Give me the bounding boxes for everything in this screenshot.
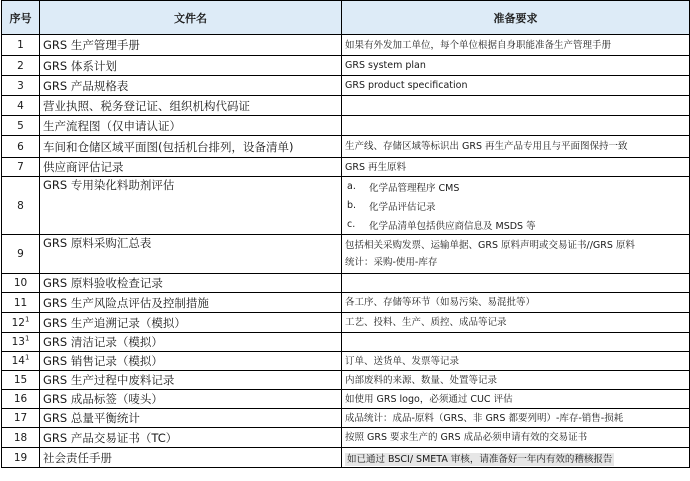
- footnote-marker: 1: [24, 315, 30, 323]
- row-number: [2, 371, 40, 390]
- requirement-line: 成品统计：成品-原料（GRS、非 GRS 都要列明）-库存-销售-损耗: [345, 412, 624, 424]
- table-body: [2, 35, 690, 468]
- subitem-text: 化学品管理程序 CMS: [369, 182, 460, 194]
- file-name: GRS 原料采购汇总表: [40, 235, 342, 274]
- row-number: [2, 390, 40, 409]
- row-number-text: 19: [13, 451, 28, 464]
- row-number-text: 4: [17, 99, 24, 112]
- row-number: [2, 428, 40, 448]
- table-row: [2, 352, 690, 371]
- file-name: GRS 总量平衡统计: [40, 409, 342, 428]
- table-row: [2, 177, 690, 235]
- requirement-line: 如果有外发加工单位，每个单位根据自身职能准备生产管理手册: [345, 39, 612, 51]
- table-row: [2, 158, 690, 177]
- row-number-text: 18: [13, 431, 28, 444]
- row-number: [2, 352, 40, 371]
- requirement-line: 工艺、投料、生产、质控、成品等记录: [345, 317, 507, 328]
- file-name: GRS 生产管理手册: [40, 35, 342, 56]
- file-name: 供应商评估记录: [40, 158, 342, 177]
- subitem-marker: a.: [347, 181, 356, 192]
- file-name: 社会责任手册: [40, 448, 342, 468]
- requirement-line: 包括相关采购发票、运输单据、GRS 原料声明或交易证书//GRS 原料: [345, 240, 635, 251]
- subitem-marker: c.: [347, 219, 356, 230]
- requirement: [342, 313, 690, 333]
- row-number: [2, 177, 40, 235]
- file-name: 生产流程图（仅申请认证）: [40, 116, 342, 136]
- header-row: [2, 1, 690, 35]
- requirement: [342, 177, 690, 235]
- requirement: [342, 293, 690, 313]
- row-number-text: 16: [13, 393, 28, 405]
- table-row: [2, 56, 690, 76]
- row-number: [2, 35, 40, 56]
- requirement: [342, 371, 690, 390]
- table-row: [2, 409, 690, 428]
- file-name: 车间和仓储区域平面图(包括机台排列，设备清单): [40, 136, 342, 158]
- row-number-text: 17: [13, 412, 28, 424]
- header-file-name: 文件名: [40, 1, 342, 35]
- row-number-text: 5: [17, 119, 24, 132]
- requirement: [342, 158, 690, 177]
- file-name: GRS 产品交易证书（TC）: [40, 428, 342, 448]
- row-number-text: 6: [17, 140, 24, 153]
- file-name: GRS 生产风险点评估及控制措施: [40, 293, 342, 313]
- requirement: [342, 35, 690, 56]
- table-row: [2, 371, 690, 390]
- subitem-marker: b.: [347, 200, 357, 211]
- requirement-subitem: [345, 196, 686, 215]
- table-row: [2, 274, 690, 293]
- row-number: [2, 274, 40, 293]
- requirement: [342, 428, 690, 448]
- table-row: [2, 35, 690, 56]
- row-number: [2, 235, 40, 274]
- requirement: [342, 96, 690, 116]
- requirement: [342, 116, 690, 136]
- footnote-marker: 1: [24, 334, 30, 343]
- row-number-text: 2: [17, 59, 24, 72]
- table-row: [2, 136, 690, 158]
- header-no: 序号: [2, 1, 40, 35]
- table-row: [2, 293, 690, 313]
- requirement-line: 各工序、存储等环节（如易污染、易混批等）: [345, 297, 536, 308]
- subitem-text: 化学品清单包括供应商信息及 MSDS 等: [369, 220, 536, 232]
- requirement-line: 内部废料的来源、数量、处置等记录: [345, 374, 498, 386]
- file-name: GRS 体系计划: [40, 56, 342, 76]
- table-row: [2, 333, 690, 352]
- row-number-text: 10: [13, 277, 28, 289]
- row-number: [2, 116, 40, 136]
- file-name: GRS 生产追溯记录（模拟）: [40, 313, 342, 333]
- requirement-line: GRS system plan: [345, 60, 426, 71]
- table-row: [2, 116, 690, 136]
- requirement-subitem: [345, 215, 686, 234]
- requirement: [342, 76, 690, 96]
- requirement-line: GRS product specification: [345, 80, 468, 91]
- requirement: [342, 448, 690, 468]
- table-row: [2, 96, 690, 116]
- table-row: [2, 428, 690, 448]
- requirement: [342, 56, 690, 76]
- table-row: [2, 390, 690, 409]
- header-requirements: 准备要求: [342, 1, 690, 35]
- row-number: [2, 96, 40, 116]
- file-name: GRS 专用染化料助剂评估: [40, 177, 342, 235]
- row-number-text: 7: [17, 161, 24, 173]
- row-number-text: 11: [13, 296, 28, 309]
- row-number: [2, 313, 40, 333]
- requirement-line: 统计：采购-使用-库存: [345, 257, 438, 268]
- row-number: [2, 136, 40, 158]
- table-row: [2, 235, 690, 274]
- file-name: GRS 产品规格表: [40, 76, 342, 96]
- table-row: [2, 76, 690, 96]
- row-number-text: 8: [17, 199, 24, 212]
- row-number: [2, 56, 40, 76]
- requirement-line: 生产线、存储区域等标识出 GRS 再生产品专用且与平面图保持一致: [345, 141, 628, 152]
- requirement: [342, 352, 690, 371]
- file-name: GRS 生产过程中废料记录: [40, 371, 342, 390]
- requirement-line: 如使用 GRS logo，必须通过 CUC 评估: [345, 393, 513, 405]
- requirement-line: 订单、送货单、发票等记录: [345, 355, 460, 367]
- row-number-text: 15: [13, 374, 28, 386]
- row-number-text: 12: [11, 316, 25, 329]
- table-row: [2, 448, 690, 468]
- requirement: [342, 136, 690, 158]
- file-name: GRS 清洁记录（模拟）: [40, 333, 342, 352]
- row-number-text: 13: [11, 336, 25, 348]
- row-number: [2, 76, 40, 96]
- row-number-text: 14: [11, 355, 25, 367]
- requirement-subitem: [345, 177, 686, 196]
- row-number: [2, 333, 40, 352]
- requirements-table: [1, 0, 690, 468]
- requirement: [342, 333, 690, 352]
- row-number: [2, 293, 40, 313]
- subitem-text: 化学品评估记录: [369, 201, 436, 213]
- requirement: [342, 409, 690, 428]
- requirement-line: 按照 GRS 要求生产的 GRS 成品必须申请有效的交易证书: [345, 432, 588, 443]
- row-number-text: 1: [17, 39, 24, 51]
- row-number-text: 3: [17, 79, 24, 92]
- file-name: GRS 成品标签（唛头）: [40, 390, 342, 409]
- requirement: [342, 390, 690, 409]
- requirement: [342, 274, 690, 293]
- row-number: [2, 158, 40, 177]
- requirement-line: GRS 再生原料: [345, 161, 407, 173]
- highlighted-requirement: 如已通过 BSCI/ SMETA 审核，请准备好一年内有效的稽核报告: [347, 453, 613, 465]
- row-number-text: 9: [17, 248, 24, 260]
- file-name: 营业执照、税务登记证、组织机构代码证: [40, 96, 342, 116]
- table-row: [2, 313, 690, 333]
- requirement: [342, 235, 690, 274]
- footnote-marker: 1: [24, 353, 30, 362]
- file-name: GRS 原料验收检查记录: [40, 274, 342, 293]
- row-number: [2, 409, 40, 428]
- file-name: GRS 销售记录（模拟）: [40, 352, 342, 371]
- row-number: [2, 448, 40, 468]
